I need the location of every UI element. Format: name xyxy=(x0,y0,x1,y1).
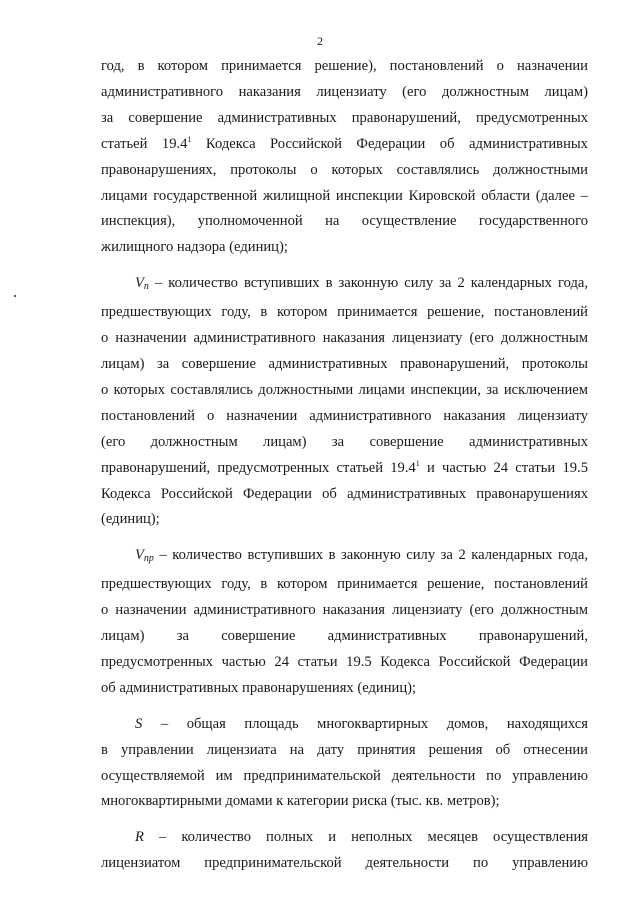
paragraph-4 xyxy=(101,712,588,816)
p5-line-2: лицензиатом предпринимательской деятельности по управлению xyxy=(101,855,588,872)
superscript: 1 xyxy=(415,458,420,468)
variable-subscript: п xyxy=(143,281,149,293)
variable-symbol: S xyxy=(135,715,143,732)
p2-line-10: (единиц); xyxy=(101,511,160,528)
p3-line-5: предусмотренных частью 24 статьи 19.5 Кодекса Российской Федерации xyxy=(101,653,588,670)
paragraph-3 xyxy=(101,543,588,701)
p3-line-3: о назначении административного наказания лицензиату (его должностным xyxy=(101,602,588,619)
p2-line-4: лицам) за совершение административных правонарушений, протоколы xyxy=(101,355,588,372)
p2-line-6: постановлений о назначении административного наказания лицензиату xyxy=(101,407,588,424)
variable-symbol: V xyxy=(135,275,144,292)
p2-line-1 xyxy=(101,271,588,300)
p2-line-7: (его должностным лицам) за совершение административных xyxy=(101,433,588,450)
p2-line-3: о назначении административного наказания лицензиату (его должностным xyxy=(101,330,588,347)
p2-line-8-text-a: правонарушений, предусмотренных статьей 19.4 xyxy=(101,459,416,476)
p1-line-1: год, в котором принимается решение), постановлений о назначении xyxy=(101,58,588,74)
p3-line-1-text: – количество вступивших в законную силу за 2 календарных года, xyxy=(153,547,588,564)
p2-line-1-text: – количество вступивших в законную силу за 2 календарных года, xyxy=(148,275,588,292)
p1-line-6: лицами государственной жилищной инспекции Кировской области (далее – xyxy=(101,187,588,204)
p3-line-2: предшествующих году, в котором принимается решение, постановлений xyxy=(101,576,588,593)
p3-line-1 xyxy=(101,543,588,572)
p1-line-7: инспекция), уполномоченной на осуществление государственного xyxy=(101,213,588,230)
p4-line-3: осуществляемой им предпринимательской деятельности по управлению xyxy=(101,767,588,784)
p2-line-8-text-b: и частью 24 статьи 19.5 xyxy=(419,459,588,476)
p4-line-2: в управлении лицензиата на дату принятия решения об отнесении xyxy=(101,741,588,758)
page-number: 2 xyxy=(317,34,323,48)
paragraph-2 xyxy=(101,271,588,533)
p2-line-8 xyxy=(101,456,588,482)
scan-speck xyxy=(14,295,16,297)
p1-line-4-text-b: Кодекса Российской Федерации об административных xyxy=(191,135,588,152)
p1-line-2: административного наказания лицензиату (его должностным лицам) xyxy=(101,83,588,100)
variable-symbol: R xyxy=(135,829,144,846)
paragraph-5 xyxy=(101,825,588,877)
p3-line-6: об административных правонарушениях (единиц); xyxy=(101,679,417,696)
p1-line-4 xyxy=(101,132,588,158)
p2-line-2: предшествующих году, в котором принимается решение, постановлений xyxy=(101,304,588,321)
p3-line-4: лицам) за совершение административных правонарушений, xyxy=(101,628,588,645)
p1-line-8: жилищного надзора (единиц); xyxy=(101,239,288,256)
p4-line-4: многоквартирными домами к категории риска (тыс. кв. метров); xyxy=(101,793,500,810)
p2-line-5: о которых составлялись должностными лицами инспекции, за исключением xyxy=(101,381,588,398)
superscript: 1 xyxy=(187,134,192,144)
p1-line-4-text-a: статьей 19.4 xyxy=(101,135,188,152)
p1-line-3: за совершение административных правонарушений, предусмотренных xyxy=(101,109,588,126)
variable-subscript: пр xyxy=(143,553,154,565)
p2-line-9: Кодекса Российской Федерации об административных правонарушениях xyxy=(101,485,588,502)
p4-line-1 xyxy=(101,712,588,738)
p4-line-1-text: – общая площадь многоквартирных домов, находящихся xyxy=(142,715,588,732)
document-body xyxy=(101,54,588,877)
p5-line-1-text: – количество полных и неполных месяцев осуществления xyxy=(143,829,588,846)
p1-line-5: правонарушениях, протоколы о которых составлялись должностными xyxy=(101,161,588,178)
variable-symbol: V xyxy=(135,547,144,564)
paragraph-1 xyxy=(101,54,588,261)
p5-line-1 xyxy=(101,825,588,851)
